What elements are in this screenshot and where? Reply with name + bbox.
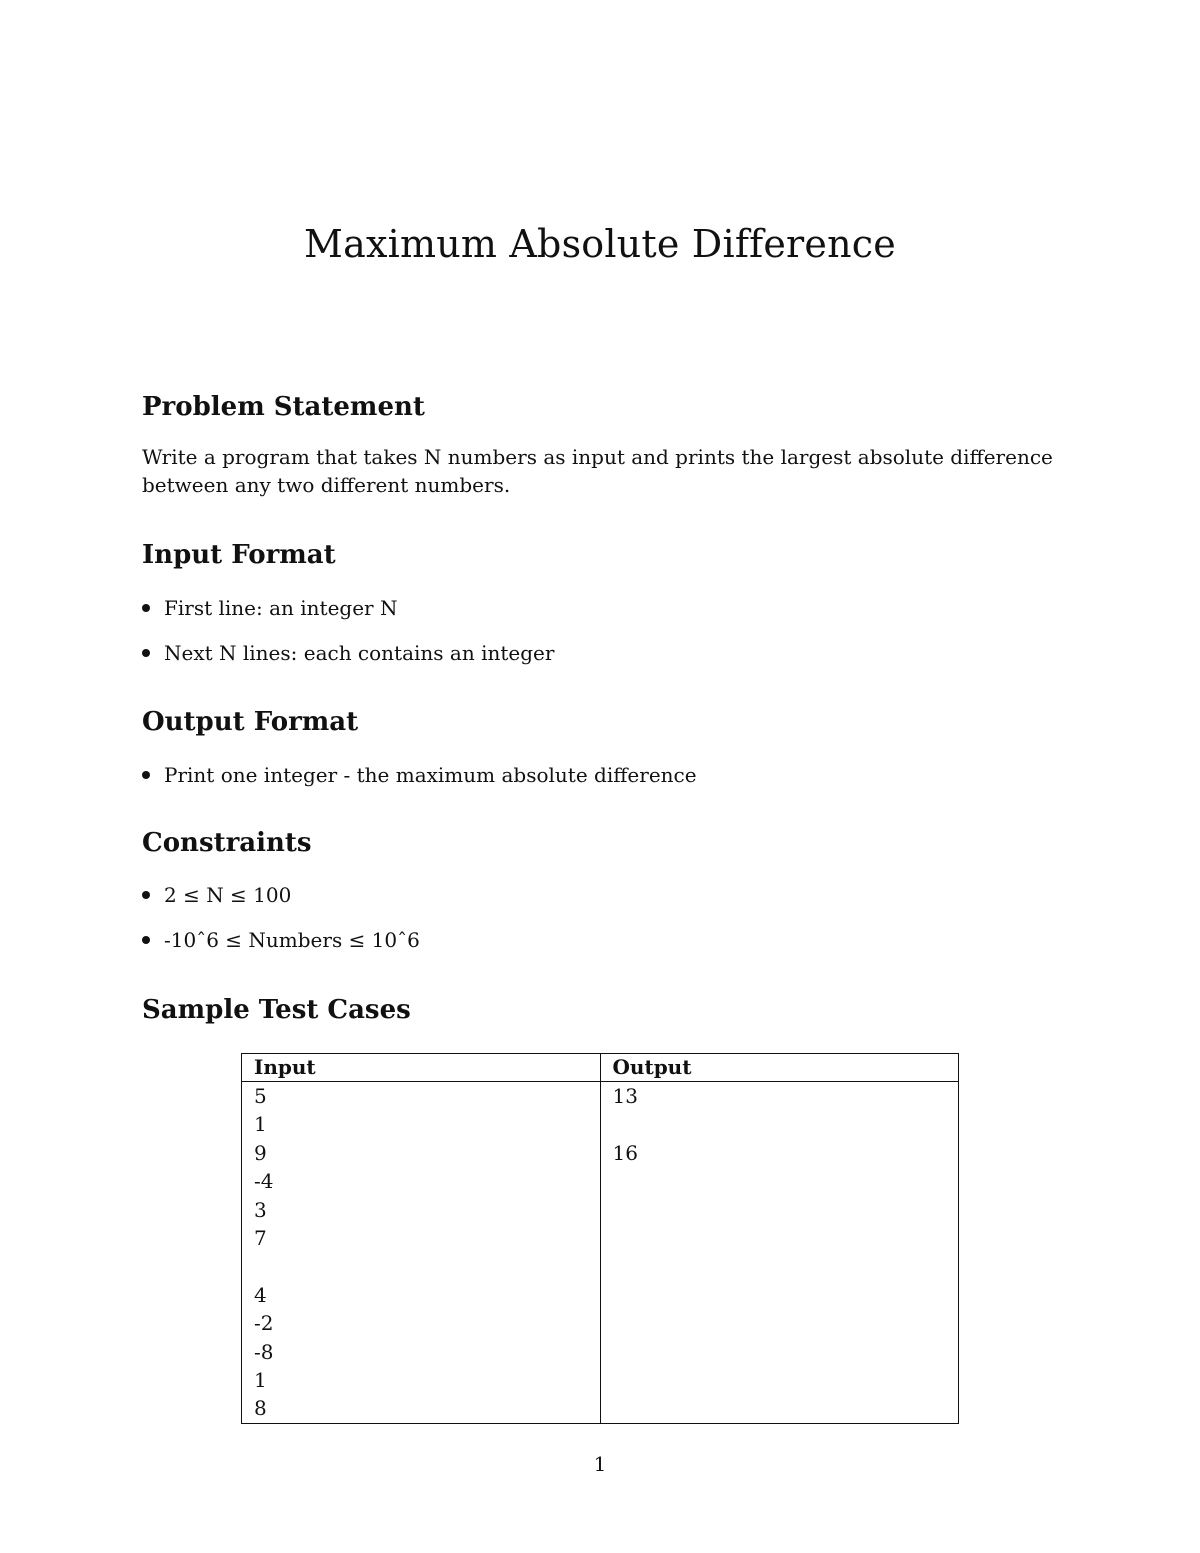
- list-item: [142, 639, 1062, 667]
- output-line: [613, 1309, 947, 1337]
- input-line: -4: [254, 1169, 274, 1194]
- input-line: 5: [254, 1084, 267, 1108]
- input-line: 4: [254, 1282, 267, 1307]
- output-format-list: [142, 761, 1062, 789]
- sample-test-cases-heading: Sample Test Cases: [142, 995, 411, 1025]
- list-item-text: Next N lines: each contains an integer: [164, 641, 555, 665]
- output-line: [613, 1110, 947, 1138]
- problem-statement-section: [142, 390, 1062, 499]
- page-number: 1: [593, 1452, 607, 1476]
- input-format-heading: Input Format: [142, 540, 336, 570]
- list-item-text: Print one integer - the maximum absolute difference: [164, 763, 697, 787]
- input-format-section: [142, 538, 1062, 667]
- output-line: [613, 1167, 947, 1195]
- input-cell: [242, 1082, 601, 1424]
- output-line: [613, 1196, 947, 1224]
- constraints-heading: Constraints: [142, 828, 312, 858]
- output-line: [613, 1366, 947, 1394]
- output-line: 16: [612, 1140, 638, 1165]
- input-line: [254, 1252, 588, 1280]
- output-format-heading: Output Format: [142, 707, 359, 737]
- bullet-icon: [142, 891, 150, 899]
- bullet-icon: [142, 604, 150, 612]
- constraints-section: [142, 826, 1062, 954]
- output-line: [613, 1338, 947, 1366]
- input-line: -8: [254, 1339, 274, 1364]
- problem-statement-line-2: between any two different numbers.: [142, 473, 511, 497]
- list-item-text: -10ˆ6 ≤ Numbers ≤ 10ˆ6: [164, 928, 420, 952]
- output-lines: [613, 1082, 947, 1423]
- output-format-section: [142, 705, 1062, 789]
- output-line: [613, 1394, 947, 1422]
- list-item: [142, 881, 1062, 909]
- output-line: [613, 1252, 947, 1280]
- problem-statement-heading: Problem Statement: [142, 392, 425, 422]
- bullet-icon: [142, 649, 150, 657]
- list-item: [142, 594, 1062, 622]
- output-column-header: Output: [600, 1054, 959, 1082]
- input-line: 7: [254, 1225, 267, 1250]
- output-cell: [600, 1082, 959, 1424]
- input-line: 3: [254, 1197, 267, 1222]
- input-line: 8: [254, 1396, 267, 1421]
- output-line: [613, 1281, 947, 1309]
- input-format-list: [142, 594, 1062, 667]
- input-line: 9: [254, 1140, 267, 1165]
- list-item-text: First line: an integer N: [164, 596, 398, 620]
- input-line: -2: [254, 1311, 274, 1336]
- table-row: [242, 1082, 959, 1424]
- constraints-list: [142, 881, 1062, 954]
- output-line: [613, 1224, 947, 1252]
- bullet-icon: [142, 936, 150, 944]
- list-item-text: 2 ≤ N ≤ 100: [164, 883, 292, 907]
- output-line: 13: [612, 1084, 638, 1108]
- table-header-row: [242, 1054, 959, 1082]
- list-item: [142, 761, 1062, 789]
- input-line: 1: [254, 1112, 267, 1137]
- list-item: [142, 926, 1062, 954]
- sample-test-cases-table: [241, 1053, 959, 1424]
- input-lines: [254, 1082, 588, 1423]
- bullet-icon: [142, 771, 150, 779]
- input-column-header: Input: [242, 1054, 601, 1082]
- problem-statement-line-1: Write a program that takes N numbers as input and prints the largest absolute difference: [142, 445, 1053, 469]
- input-line: 1: [254, 1367, 267, 1392]
- sample-test-cases-section: [142, 993, 1062, 1027]
- document-title: Maximum Absolute Difference: [304, 222, 896, 266]
